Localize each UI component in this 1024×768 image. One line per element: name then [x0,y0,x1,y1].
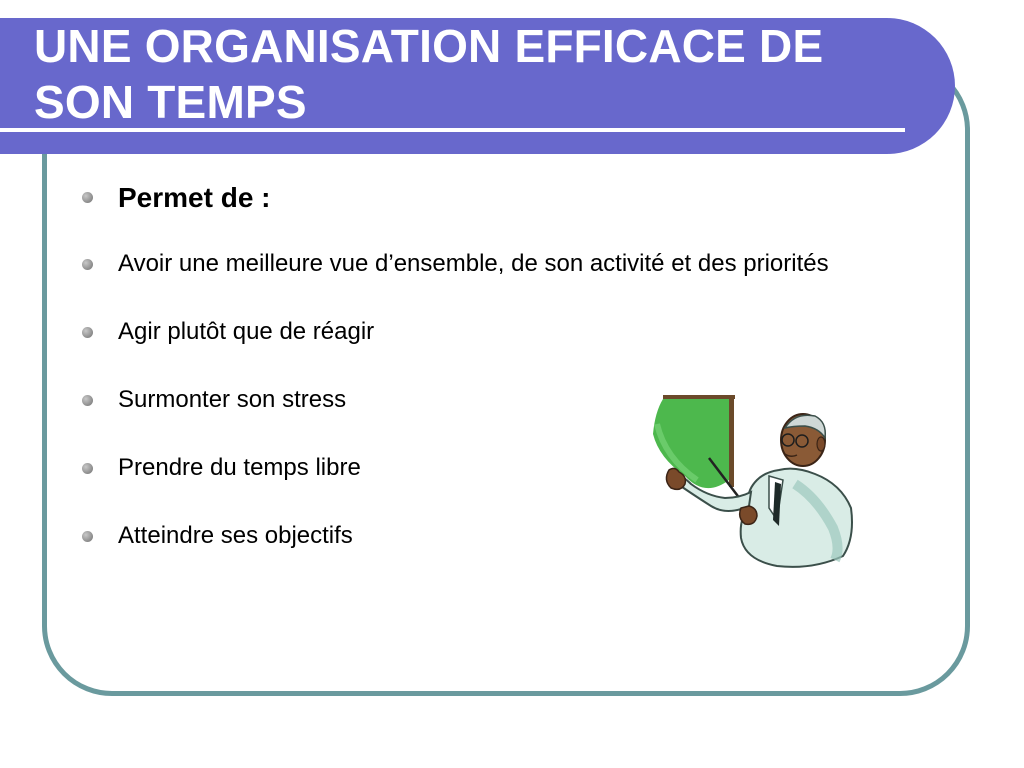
bullet-item [82,250,882,277]
bullet-text: Permet de : [118,182,271,213]
bullet-dot-icon [82,259,93,270]
bullet-text: Avoir une meilleure vue d’ensemble, de son activité et des priorités [118,250,829,277]
bullet-dot-icon [82,463,93,474]
bullet-text: Agir plutôt que de réagir [118,318,375,345]
presenter-with-board-icon [645,388,860,573]
bullet-dot-icon [82,531,93,542]
ear [817,437,825,451]
bullet-item [82,180,882,216]
bullet-dot-icon [82,327,93,338]
bullet-item [82,318,882,345]
bullet-text: Surmonter son stress [118,386,347,413]
right-hand [740,506,757,524]
bullet-dot-icon [82,395,93,406]
board-top-edge [663,395,735,399]
presenter-illustration [645,388,860,573]
board-pole [729,395,734,487]
bullet-dot-icon [82,192,93,203]
bullet-text: Atteindre ses objectifs [118,522,353,549]
slide-title: UNE ORGANISATION EFFICACE DE SON TEMPS [34,20,824,128]
bullet-text: Prendre du temps libre [118,454,361,481]
